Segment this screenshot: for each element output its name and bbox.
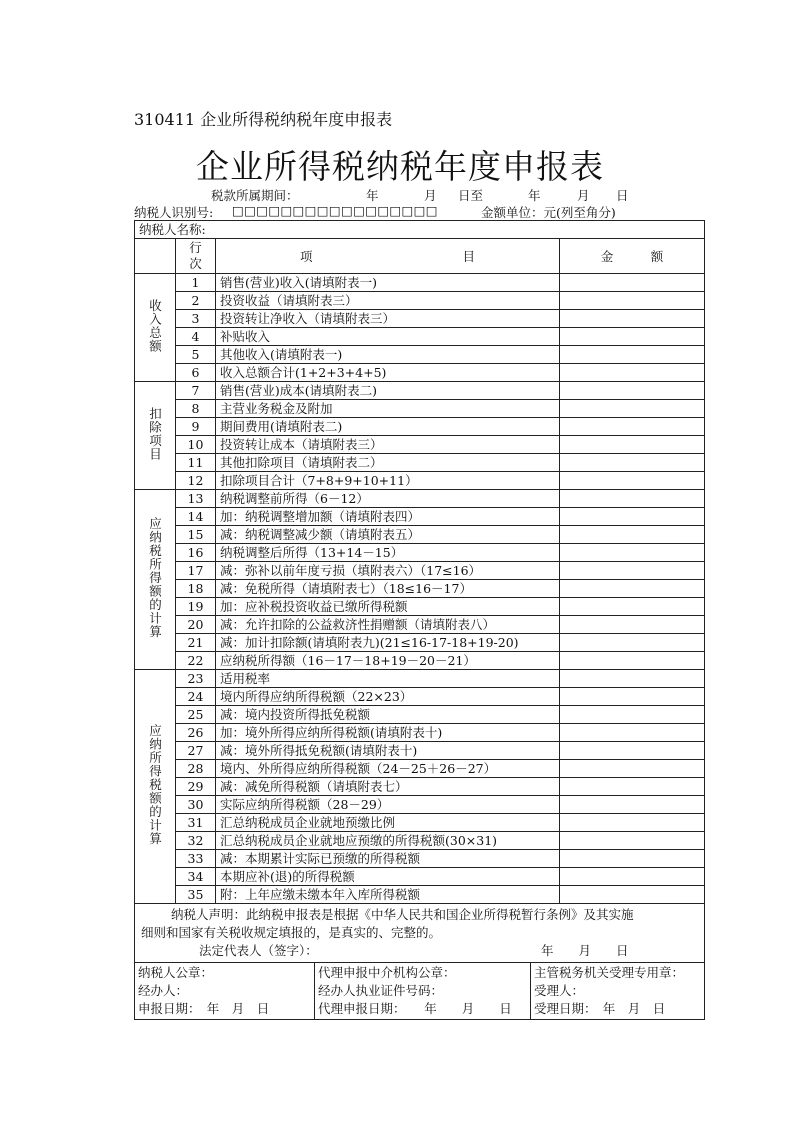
row-item: 实际应纳所得税额（28－29）: [216, 796, 560, 814]
table-row: [135, 346, 705, 364]
table-row: [135, 832, 705, 850]
amount-cell[interactable]: [560, 706, 705, 724]
table-row: [135, 562, 705, 580]
signoff-cell[interactable]: [135, 963, 315, 1020]
table-row: [135, 436, 705, 454]
table-row: [135, 472, 705, 490]
signoff-cell[interactable]: [315, 963, 531, 1020]
row-number: 35: [176, 886, 216, 904]
row-number: 18: [176, 580, 216, 598]
period-year-start: 年: [366, 188, 379, 203]
amount-cell[interactable]: [560, 670, 705, 688]
table-row: [135, 886, 705, 904]
row-item: 减：境外所得抵免税额(请填附表十): [216, 742, 560, 760]
section-label-text: 应纳所得税额的计算: [147, 723, 163, 846]
amount-cell[interactable]: [560, 868, 705, 886]
table-row: [135, 526, 705, 544]
row-item: 纳税调整前所得（6－12）: [216, 490, 560, 508]
table-row: [135, 418, 705, 436]
amount-cell[interactable]: [560, 454, 705, 472]
row-number: 31: [176, 814, 216, 832]
table-row: [135, 868, 705, 886]
period-label: 税款所属期间：: [211, 188, 299, 203]
row-number: 13: [176, 490, 216, 508]
row-item: 应纳税所得额（16－17－18+19－20－21）: [216, 652, 560, 670]
row-item: 投资收益（请填附表三）: [216, 292, 560, 310]
table-row: [135, 760, 705, 778]
row-number: 19: [176, 598, 216, 616]
header-row-no-line1: 行: [189, 240, 202, 255]
amount-cell[interactable]: [560, 652, 705, 670]
row-item: 加：境外所得应纳所得税额(请填附表十): [216, 724, 560, 742]
row-number: 16: [176, 544, 216, 562]
row-number: 15: [176, 526, 216, 544]
amount-cell[interactable]: [560, 292, 705, 310]
row-number: 25: [176, 706, 216, 724]
table-row: [135, 454, 705, 472]
period-day-end: 日: [616, 188, 629, 203]
row-number: 27: [176, 742, 216, 760]
amount-cell[interactable]: [560, 814, 705, 832]
table-row: [135, 616, 705, 634]
table-header-row: [135, 239, 705, 274]
period-month-start: 月: [424, 188, 437, 203]
row-item: 加：纳税调整增加额（请填附表四）: [216, 508, 560, 526]
row-item: 减：境内投资所得抵免税额: [216, 706, 560, 724]
signoff-line: 经办人执业证件号码：: [318, 983, 444, 998]
row-item: 收入总额合计(1+2+3+4+5): [216, 364, 560, 382]
amount-cell[interactable]: [560, 346, 705, 364]
amount-cell[interactable]: [560, 382, 705, 400]
section-label-text: 收入总额: [147, 298, 163, 353]
section-label: [135, 490, 176, 670]
table-row: [135, 850, 705, 868]
signoff-line: 受理日期： 年 月 日: [534, 1001, 666, 1016]
amount-cell[interactable]: [560, 580, 705, 598]
signoff-line: 受理人：: [534, 983, 585, 998]
amount-cell[interactable]: [560, 364, 705, 382]
amount-cell[interactable]: [560, 328, 705, 346]
table-row: [135, 634, 705, 652]
row-item: 其他收入(请填附表一): [216, 346, 560, 364]
row-number: 5: [176, 346, 216, 364]
row-item: 境内所得应纳所得税额（22×23）: [216, 688, 560, 706]
row-number: 23: [176, 670, 216, 688]
table-row: [135, 652, 705, 670]
period-year-end: 年: [528, 188, 541, 203]
table-row: [135, 310, 705, 328]
row-number: 1: [176, 274, 216, 292]
row-item: 销售(营业)成本(请填附表二): [216, 382, 560, 400]
row-number: 26: [176, 724, 216, 742]
row-item: 投资转让成本（请填附表三）: [216, 436, 560, 454]
amount-cell[interactable]: [560, 544, 705, 562]
table-row: [135, 508, 705, 526]
row-item: 本期应补(退)的所得税额: [216, 868, 560, 886]
row-number: 2: [176, 292, 216, 310]
amount-cell[interactable]: [560, 562, 705, 580]
amount-cell[interactable]: [560, 508, 705, 526]
period-month-end: 月: [577, 188, 590, 203]
header-blank: [135, 239, 176, 274]
amount-cell[interactable]: [560, 418, 705, 436]
header-row-no-line2: 次: [189, 256, 202, 271]
table-row: [135, 796, 705, 814]
row-number: 21: [176, 634, 216, 652]
amount-cell[interactable]: [560, 886, 705, 904]
row-number: 30: [176, 796, 216, 814]
amount-unit: 金额单位：元(列至角分): [481, 205, 616, 220]
amount-cell[interactable]: [560, 616, 705, 634]
row-number: 32: [176, 832, 216, 850]
amount-cell[interactable]: [560, 274, 705, 292]
row-item: 期间费用(请填附表二): [216, 418, 560, 436]
table-row: [135, 274, 705, 292]
row-number: 17: [176, 562, 216, 580]
signoff-line: 经办人：: [138, 983, 189, 998]
signoff-cell[interactable]: [531, 963, 705, 1020]
table-row: [135, 688, 705, 706]
table-row: [135, 670, 705, 688]
row-number: 11: [176, 454, 216, 472]
taxpayer-id-label: 纳税人识别号:: [134, 205, 214, 220]
amount-cell[interactable]: [560, 832, 705, 850]
row-item: 汇总纳税成员企业就地预缴比例: [216, 814, 560, 832]
amount-cell[interactable]: [560, 472, 705, 490]
taxpayer-id-boxes[interactable]: □□□□□□□□□□□□□□□□□: [232, 203, 438, 218]
table-row: [135, 544, 705, 562]
amount-cell[interactable]: [560, 850, 705, 868]
row-item: 销售(营业)收入(请填附表一): [216, 274, 560, 292]
amount-cell[interactable]: [560, 724, 705, 742]
row-item: 减：本期累计实际已预缴的所得税额: [216, 850, 560, 868]
amount-cell[interactable]: [560, 688, 705, 706]
row-number: 10: [176, 436, 216, 454]
row-number: 22: [176, 652, 216, 670]
row-number: 24: [176, 688, 216, 706]
taxpayer-name-field[interactable]: 纳税人名称:: [135, 221, 705, 239]
declaration-table: [134, 220, 705, 963]
table-row: [135, 490, 705, 508]
declaration-row: [135, 904, 705, 963]
table-row: [135, 778, 705, 796]
row-item: 适用税率: [216, 670, 560, 688]
header-item: 项 目: [216, 239, 560, 274]
amount-cell[interactable]: [560, 796, 705, 814]
amount-cell[interactable]: [560, 526, 705, 544]
amount-cell[interactable]: [560, 634, 705, 652]
table-row: [135, 382, 705, 400]
row-item: 附：上年应缴未缴本年入库所得税额: [216, 886, 560, 904]
row-number: 20: [176, 616, 216, 634]
row-item: 汇总纳税成员企业就地应预缴的所得税额(30×31): [216, 832, 560, 850]
row-item: 补贴收入: [216, 328, 560, 346]
row-number: 6: [176, 364, 216, 382]
row-number: 28: [176, 760, 216, 778]
row-item: 减：弥补以前年度亏损（填附表六）（17≤16）: [216, 562, 560, 580]
row-item: 纳税调整后所得（13+14－15）: [216, 544, 560, 562]
amount-cell[interactable]: [560, 760, 705, 778]
table-row: [135, 292, 705, 310]
amount-cell[interactable]: [560, 742, 705, 760]
header-row-no: [176, 239, 216, 274]
row-number: 33: [176, 850, 216, 868]
row-item: 境内、外所得应纳所得税额（24－25＋26－27）: [216, 760, 560, 778]
signoff-line: 代理申报中介机构公章：: [318, 965, 456, 980]
table-row: [135, 706, 705, 724]
period-day-to: 日至: [458, 188, 484, 203]
table-row: [135, 742, 705, 760]
row-number: 3: [176, 310, 216, 328]
row-item: 减：纳税调整减少额（请填附表五）: [216, 526, 560, 544]
section-label: [135, 670, 176, 904]
section-label: [135, 274, 176, 382]
row-item: 投资转让净收入（请填附表三）: [216, 310, 560, 328]
header-amount: 金 额: [560, 239, 705, 274]
signoff-table: [134, 962, 705, 1020]
row-number: 8: [176, 400, 216, 418]
page-title: 企业所得税纳税年度申报表: [196, 147, 604, 186]
amount-cell[interactable]: [560, 436, 705, 454]
row-item: 其他扣除项目（请填附表二）: [216, 454, 560, 472]
row-item: 主营业务税金及附加: [216, 400, 560, 418]
row-item: 加：应补税投资收益已缴所得税额: [216, 598, 560, 616]
row-number: 14: [176, 508, 216, 526]
amount-cell[interactable]: [560, 400, 705, 418]
signoff-line: 申报日期： 年 月 日: [138, 1001, 270, 1016]
amount-cell[interactable]: [560, 598, 705, 616]
table-row: [135, 328, 705, 346]
row-item: 减：减免所得税额（请填附表七）: [216, 778, 560, 796]
section-label-text: 扣除项目: [147, 406, 163, 461]
section-label-text: 应纳税所得额的计算: [147, 516, 163, 639]
row-item: 减：允许扣除的公益救济性捐赠额（请填附表八）: [216, 616, 560, 634]
table-row: [135, 364, 705, 382]
legal-rep-signature[interactable]: 法定代表人（签字）：: [199, 943, 318, 958]
amount-cell[interactable]: [560, 490, 705, 508]
row-number: 34: [176, 868, 216, 886]
row-item: 减：加计扣除额(请填附表九)(21≤16-17-18+19-20): [216, 634, 560, 652]
table-row: [135, 814, 705, 832]
declaration-date: 年 月 日: [541, 943, 629, 958]
declaration-line1: 纳税人声明：此纳税申报表是根据《中华人民共和国企业所得税暂行条例》及其实施: [171, 907, 634, 922]
amount-cell[interactable]: [560, 310, 705, 328]
row-number: 29: [176, 778, 216, 796]
section-label: [135, 382, 176, 490]
signoff-line: 纳税人公章：: [138, 965, 214, 980]
declaration-line2: 细则和国家有关税收规定填报的，是真实的、完整的。: [141, 925, 442, 940]
table-row: [135, 580, 705, 598]
table-row: [135, 400, 705, 418]
signoff-line: 主管税务机关受理专用章：: [534, 965, 685, 980]
row-number: 7: [176, 382, 216, 400]
table-row: [135, 724, 705, 742]
row-number: 9: [176, 418, 216, 436]
declaration-text: [135, 904, 705, 963]
document-code: 310411 企业所得税纳税年度申报表: [134, 110, 393, 129]
signoff-line: 代理申报日期： 年 月 日: [318, 1001, 512, 1016]
row-number: 4: [176, 328, 216, 346]
row-item: 扣除项目合计（7+8+9+10+11）: [216, 472, 560, 490]
table-row: [135, 598, 705, 616]
row-item: 减：免税所得（请填附表七）（18≤16－17）: [216, 580, 560, 598]
amount-cell[interactable]: [560, 778, 705, 796]
row-number: 12: [176, 472, 216, 490]
